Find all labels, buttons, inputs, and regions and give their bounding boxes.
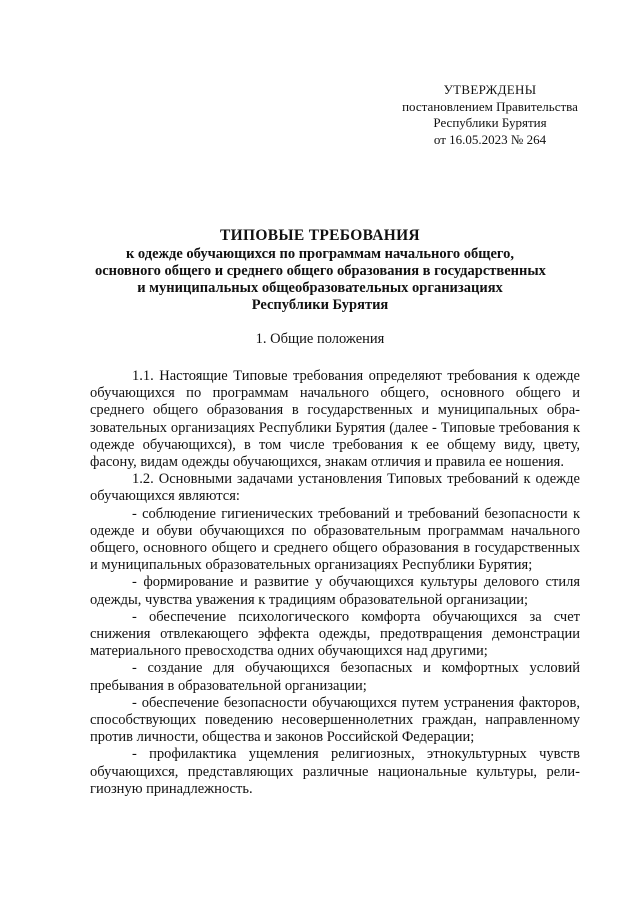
document-title-line-2: основного общего и среднего общего образования в государственных xyxy=(95,263,546,279)
document-title-main: ТИПОВЫЕ ТРЕБОВАНИЯ xyxy=(220,227,420,244)
approval-line-3: от 16.05.2023 № 264 xyxy=(433,131,547,147)
paragraph-1-2: 1.2. Основными задачами установления Типовых требований к одежде обучающихся являются: xyxy=(90,471,580,505)
list-item-prevention: - профилактика ущемления религиозных, этнокультурных чувств обучающихся, представляющих различные национальные культуры, религиозную принадлежность. xyxy=(90,746,580,797)
list-item-safe-conditions: - создание для обучающихся безопасных и комфортных условий пребывания в образовательной организации; xyxy=(90,660,580,694)
document-title-line-3: и муниципальных общеобразовательных организациях xyxy=(137,280,503,296)
section-body xyxy=(90,368,580,798)
approval-line-2: Республики Бурятия xyxy=(433,115,547,130)
approval-line-1: постановлением Правительства xyxy=(402,98,578,114)
approval-stamp-block xyxy=(400,82,580,148)
list-item-psychological-comfort: - обеспечение психологического комфорта обучающихся за счет снижения отвлекающего эффекта одежды, предотвращения демонстрации материального превосходства одних обучающихся над другими; xyxy=(90,608,580,660)
list-item-hygiene: - соблюдение гигиенических требований и требований безопасности к одежде и обуви обучающихся по образовательным программам начального общего, основного общего и среднего общего образования в государственных и муниципальных образовательных организациях Республики Бурятия; xyxy=(90,505,580,574)
paragraph-1-1: 1.1. Настоящие Типовые требования определяют требования к одежде обучающихся по программам начального общего, основного общего и среднего общего образования в государственных и муниципальных образовательных организациях Республики Бурятия (далее - Типовые требования к одежде обучающихся), в том числе требования к ее общему виду, цвету, фасону, видам одежды обучающихся, знакам отличия и правила ее ношения. xyxy=(90,368,580,471)
list-item-business-style: - формирование и развитие у обучающихся культуры делового стиля одежды, чувства уважения к традициям образовательной организации; xyxy=(90,574,580,608)
approval-title: УТВЕРЖДЕНЫ xyxy=(443,82,537,97)
list-item-safety: - обеспечение безопасности обучающихся путем устранения факторов, способствующих поведению несовершеннолетних граждан, направленному против личности, общества и законов Российской Федерации; xyxy=(90,694,580,746)
section-heading: 1. Общие положения xyxy=(255,331,385,347)
document-title-line-4: Республики Бурятия xyxy=(251,297,389,313)
document-title-line-1: к одежде обучающихся по программам начального общего, xyxy=(125,246,515,262)
document-title xyxy=(95,226,545,314)
